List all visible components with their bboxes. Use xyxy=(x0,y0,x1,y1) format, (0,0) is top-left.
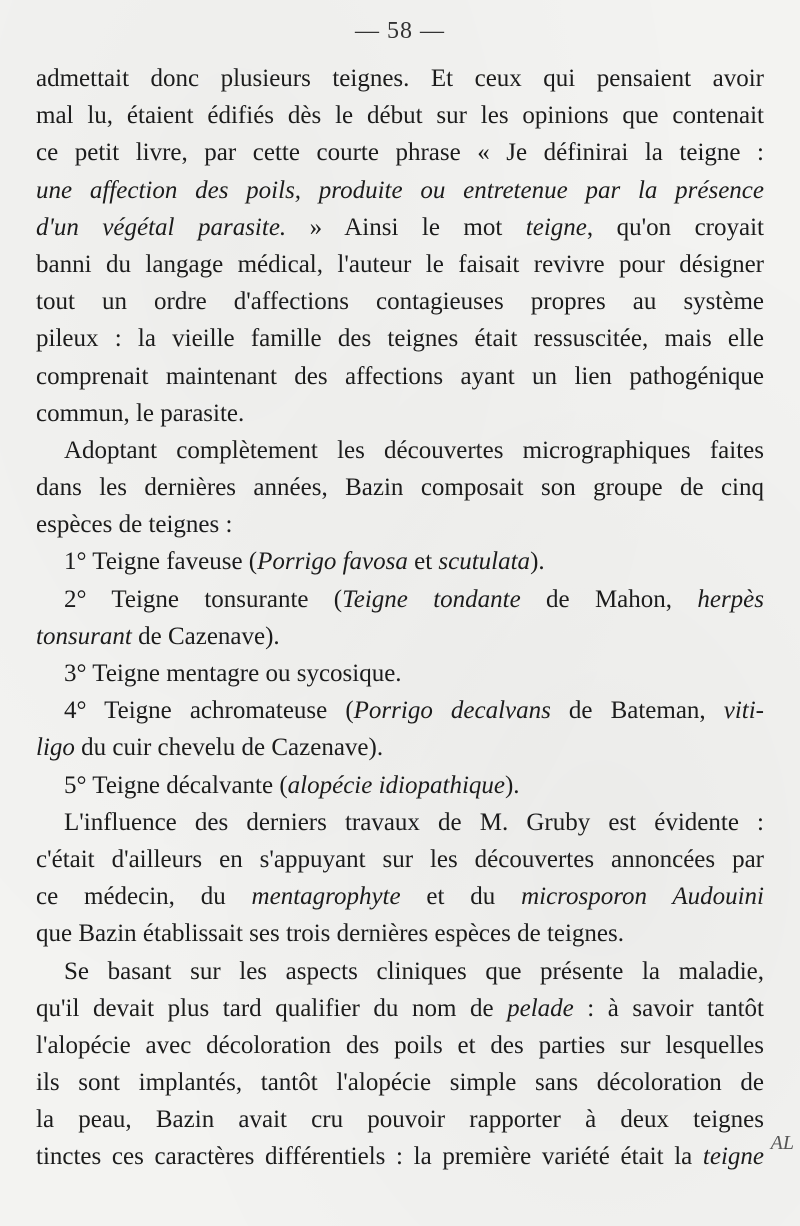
text-line: l'alopécie avec décoloration des poils et des parties sur lesquelles xyxy=(36,1031,764,1059)
paragraph-start: L'influence des derniers travaux de M. Gruby est évidente : xyxy=(64,808,764,836)
list-item: 2° Teigne tonsurante (Teigne tondante de Mahon, herpès xyxy=(64,585,764,613)
text-line: d'un végétal parasite. » Ainsi le mot teigne, qu'on croyait xyxy=(36,213,764,241)
page-number: — 58 — xyxy=(355,18,445,44)
text-line: tinctes ces caractères différentiels : la première variété était la teigne xyxy=(36,1143,764,1171)
text-line: tonsurant de Cazenave). xyxy=(36,622,280,650)
list-item: 4° Teigne achromateuse (Porrigo decalvans de Bateman, viti- xyxy=(64,697,764,725)
text-line: comprenait maintenant des affections ayant un lien pathogénique xyxy=(36,362,764,390)
text-line: ce médecin, du mentagrophyte et du microsporon Audouini xyxy=(36,883,764,911)
list-item: 5° Teigne décalvante (alopécie idiopathique). xyxy=(64,771,520,799)
text-line: qu'il devait plus tard qualifier du nom de pelade : à savoir tantôt xyxy=(36,994,764,1022)
text-line: ce petit livre, par cette courte phrase « Je définirai la teigne : xyxy=(36,139,764,167)
text-line: tout un ordre d'affections contagieuses propres au système xyxy=(36,288,764,316)
text-line: la peau, Bazin avait cru pouvoir rapporter à deux teignes xyxy=(36,1106,764,1134)
text-line: pileux : la vieille famille des teignes était ressuscitée, mais elle xyxy=(36,325,764,353)
text-line: admettait donc plusieurs teignes. Et ceux qui pensaient avoir xyxy=(36,65,764,92)
paragraph-start: Se basant sur les aspects cliniques que présente la maladie, xyxy=(64,957,764,985)
body-text xyxy=(36,60,764,1176)
text-line: ils sont implantés, tantôt l'alopécie simple sans décoloration de xyxy=(36,1069,764,1097)
text-line: que Bazin établissait ses trois dernières espèces de teignes. xyxy=(36,920,625,948)
paragraph-start: Adoptant complètement les découvertes micrographiques faites xyxy=(64,436,764,464)
text-line: banni du langage médical, l'auteur le faisait revivre pour désigner xyxy=(36,250,764,278)
text-line: c'était d'ailleurs en s'appuyant sur les découvertes annoncées par xyxy=(36,845,764,873)
margin-note: AL xyxy=(770,1132,794,1154)
list-item: 1° Teigne faveuse (Porrigo favosa et scutulata). xyxy=(64,548,545,576)
text-line: dans les dernières années, Bazin composait son groupe de cinq xyxy=(36,474,764,502)
text-line: mal lu, étaient édifiés dès le début sur les opinions que contenait xyxy=(36,102,764,130)
text-line: ligo du cuir chevelu de Cazenave). xyxy=(36,734,384,762)
list-item: 3° Teigne mentagre ou sycosique. xyxy=(64,660,402,687)
text-line: espèces de teignes : xyxy=(36,511,233,539)
text-line: commun, le parasite. xyxy=(36,399,245,427)
text-line: une affection des poils, produite ou entretenue par la présence xyxy=(36,176,764,204)
